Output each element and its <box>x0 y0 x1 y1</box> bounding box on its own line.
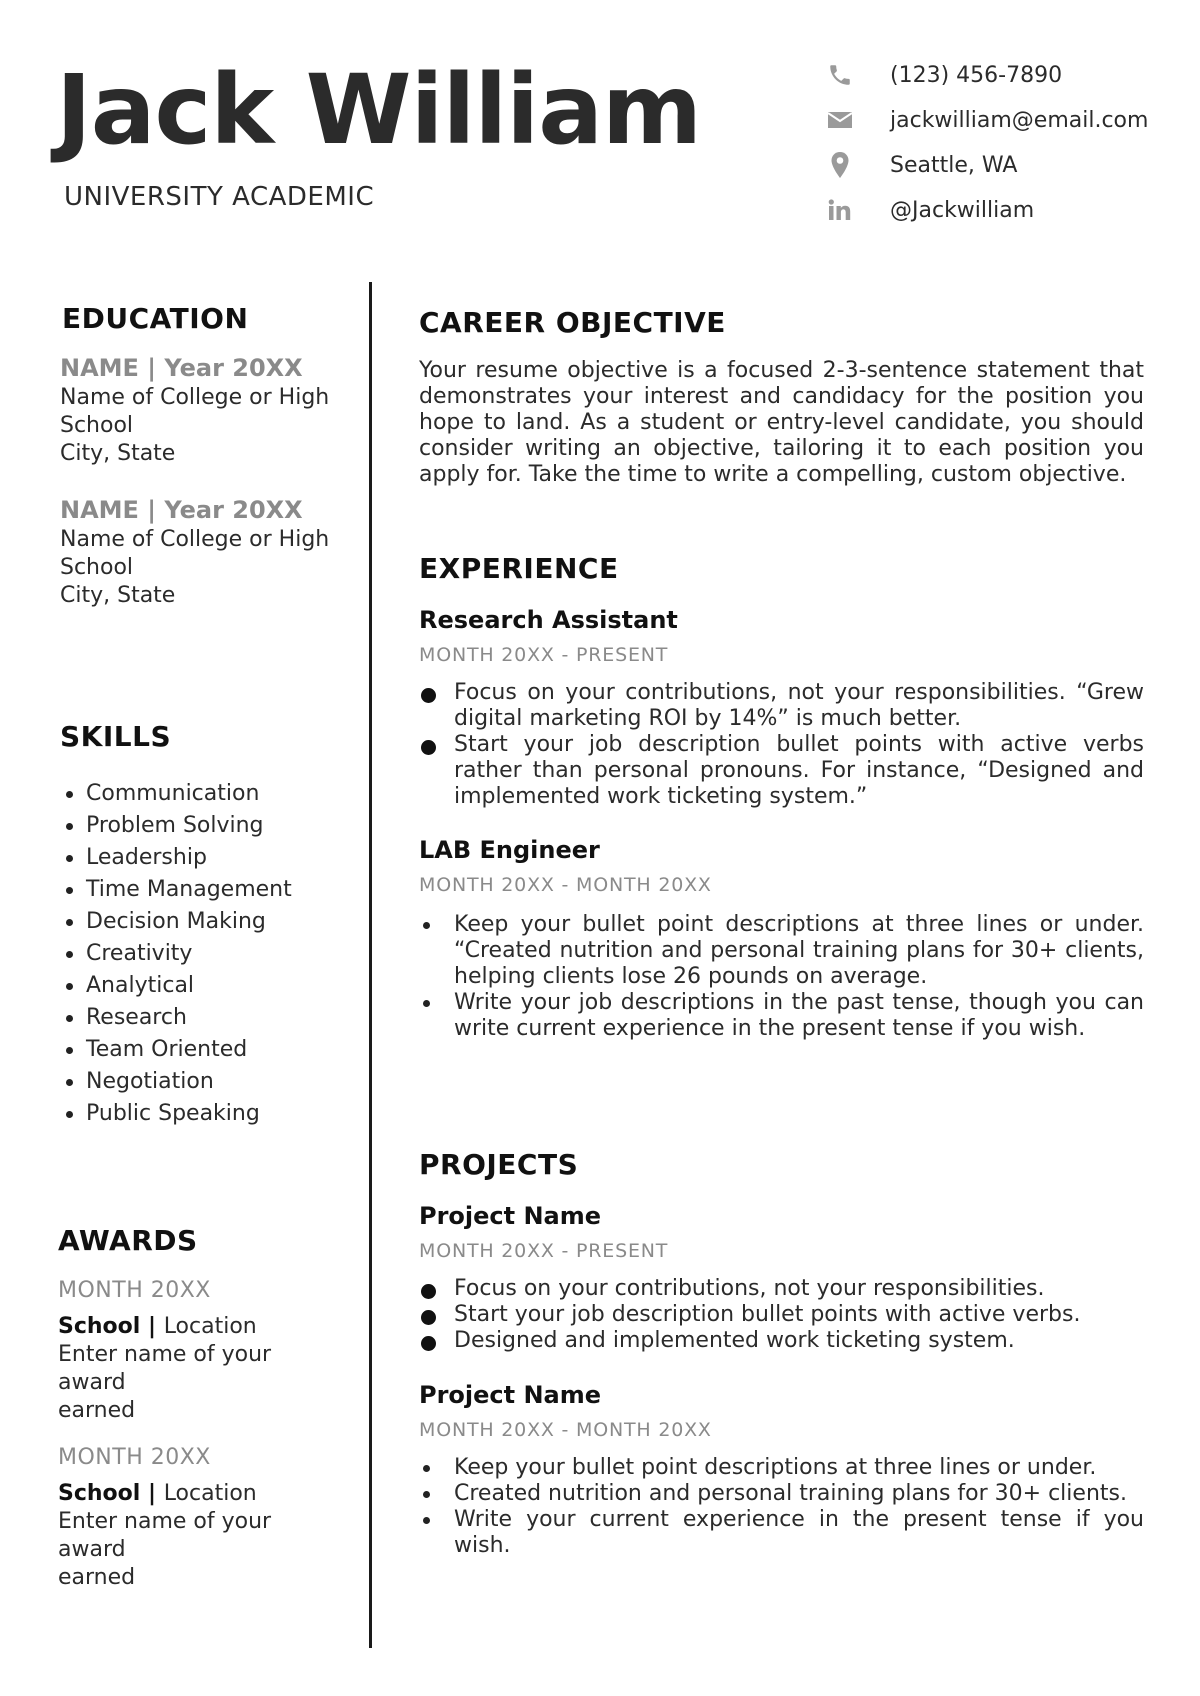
project-bullet: Focus on your contributions, not your responsibilities. <box>419 1276 1144 1302</box>
project-bullet: Write your current experience in the present tense if you wish. <box>419 1507 1144 1559</box>
job-bullet: Focus on your contributions, not your responsibilities. “Grew digital marketing ROI by 14%” is much better. <box>419 680 1144 732</box>
project-title: Project Name <box>419 1381 602 1409</box>
email-icon <box>820 110 860 130</box>
education-item-head: NAME | Year 20XX <box>60 354 303 382</box>
project-bullet: Designed and implemented work ticketing system. <box>419 1328 1144 1354</box>
award-item <box>58 1445 358 1590</box>
award-item <box>58 1278 358 1425</box>
experience-heading: EXPERIENCE <box>419 552 619 585</box>
project-bullet: Start your job description bullet points with active verbs. <box>419 1302 1144 1328</box>
job-date: MONTH 20XX - MONTH 20XX <box>419 874 712 896</box>
award-separator: | <box>140 1314 164 1339</box>
project-bullet: Created nutrition and personal training plans for 30+ clients. <box>419 1481 1144 1507</box>
job-title: Research Assistant <box>419 606 678 634</box>
award-name-cont: award <box>58 1370 126 1395</box>
project-date: MONTH 20XX - PRESENT <box>419 1240 669 1262</box>
award-name: Enter name of your <box>58 1342 272 1367</box>
skill-item: Communication <box>60 778 360 810</box>
skill-item: Team Oriented <box>60 1034 360 1066</box>
education-heading: EDUCATION <box>62 302 249 335</box>
skill-item: Time Management <box>60 874 360 906</box>
contact-location <box>820 147 1180 183</box>
contact-linkedin <box>820 192 1180 228</box>
skill-item: Analytical <box>60 970 360 1002</box>
award-name-cont: award <box>58 1537 126 1562</box>
project-title: Project Name <box>419 1202 602 1230</box>
project-bullets <box>419 1455 1144 1559</box>
skills-list <box>60 778 360 1130</box>
skill-item: Creativity <box>60 938 360 970</box>
education-item <box>60 496 360 610</box>
education-item-school-cont: School <box>60 555 134 580</box>
award-school: School <box>58 1314 141 1339</box>
contact-email-text: jackwilliam@email.com <box>890 107 1149 133</box>
award-location: Location <box>163 1481 257 1506</box>
award-school: School <box>58 1481 141 1506</box>
column-divider <box>369 282 372 1648</box>
contact-phone-text: (123) 456-7890 <box>890 62 1063 88</box>
job-bullet: Write your job descriptions in the past tense, though you can write current experience in the present tense if you wish. <box>419 990 1144 1042</box>
job-date: MONTH 20XX - PRESENT <box>419 644 669 666</box>
education-item <box>60 354 360 468</box>
contact-linkedin-text: @Jackwilliam <box>890 197 1035 223</box>
job-bullets <box>419 912 1144 1042</box>
job-title: LAB Engineer <box>419 836 600 864</box>
objective-heading: CAREER OBJECTIVE <box>419 306 726 339</box>
candidate-title: UNIVERSITY ACADEMIC <box>64 182 375 212</box>
phone-icon <box>820 62 860 88</box>
award-location: Location <box>163 1314 257 1339</box>
project-bullet: Keep your bullet point descriptions at three lines or under. <box>419 1455 1144 1481</box>
location-pin-icon <box>820 151 860 179</box>
award-date: MONTH 20XX <box>58 1445 211 1470</box>
education-item-school-cont: School <box>60 413 134 438</box>
education-item-location: City, State <box>60 441 176 466</box>
skills-heading: SKILLS <box>60 720 172 753</box>
contact-phone <box>820 57 1180 93</box>
linkedin-icon <box>820 199 860 221</box>
award-school-line <box>58 1480 358 1508</box>
skill-item: Decision Making <box>60 906 360 938</box>
award-name-cont: earned <box>58 1398 136 1423</box>
skill-item: Research <box>60 1002 360 1034</box>
job-bullet: Start your job description bullet points with active verbs rather than personal pronouns. For instance, “Designed and implemented work ticketing system.” <box>419 732 1144 810</box>
contact-email <box>820 102 1180 138</box>
award-date: MONTH 20XX <box>58 1278 211 1303</box>
contact-location-text: Seattle, WA <box>890 152 1018 178</box>
skill-item: Problem Solving <box>60 810 360 842</box>
award-name: Enter name of your <box>58 1509 272 1534</box>
awards-heading: AWARDS <box>58 1224 198 1257</box>
education-item-school: Name of College or High <box>60 385 330 410</box>
skill-item: Negotiation <box>60 1066 360 1098</box>
projects-heading: PROJECTS <box>419 1148 579 1181</box>
job-bullets <box>419 680 1144 810</box>
award-name-cont: earned <box>58 1565 136 1590</box>
education-item-head: NAME | Year 20XX <box>60 496 303 524</box>
skill-item: Public Speaking <box>60 1098 360 1130</box>
candidate-name: Jack William <box>56 54 701 166</box>
education-item-location: City, State <box>60 583 176 608</box>
project-bullets <box>419 1276 1144 1354</box>
project-date: MONTH 20XX - MONTH 20XX <box>419 1419 712 1441</box>
skill-item: Leadership <box>60 842 360 874</box>
job-bullet: Keep your bullet point descriptions at three lines or under. “Created nutrition and personal training plans for 30+ clients, helping clients lose 26 pounds on average. <box>419 912 1144 990</box>
award-separator: | <box>140 1481 164 1506</box>
education-item-school: Name of College or High <box>60 527 330 552</box>
objective-text: Your resume objective is a focused 2-3-sentence statement that demonstrates your interest and candidacy for the position you hope to land. As a student or entry-level candidate, you should consider writing an objective, tailoring it to each position you apply for. Take the time to write a compelling, custom objective. <box>419 358 1144 487</box>
award-school-line <box>58 1313 358 1341</box>
